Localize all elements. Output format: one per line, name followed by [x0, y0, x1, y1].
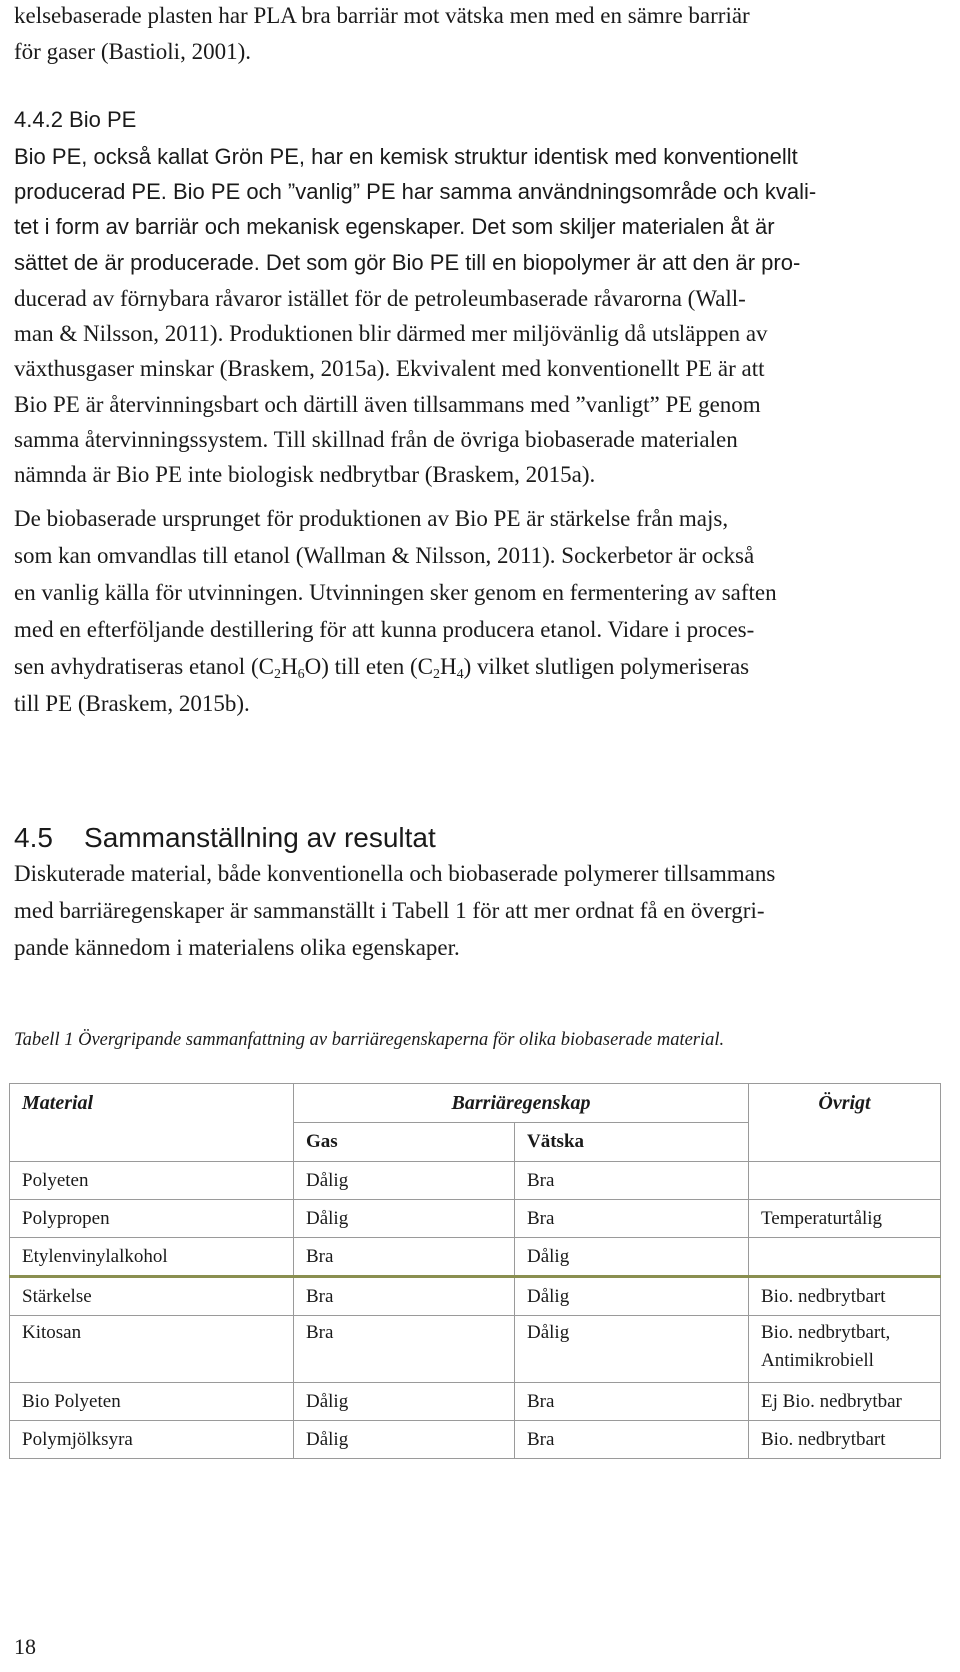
cell-liquid: Bra	[515, 1383, 749, 1421]
cell-liquid: Dålig	[515, 1316, 749, 1383]
table-row	[10, 1277, 941, 1316]
cell-gas: Bra	[294, 1316, 515, 1383]
cell-gas: Dålig	[294, 1383, 515, 1421]
table-caption: Tabell 1 Övergripande sammanfattning av barriäregenskaperna för olika biobaserade material.	[14, 1030, 725, 1050]
cell-material: Stärkelse	[10, 1277, 294, 1316]
header-other: Övrigt	[749, 1084, 941, 1162]
cell-material: Polyeten	[10, 1162, 294, 1200]
body-line: till PE (Braskem, 2015b).	[14, 691, 250, 716]
subsection-heading: 4.4.2 Bio PE	[14, 107, 137, 132]
cell-other	[749, 1316, 941, 1383]
body-line: Bio PE, också kallat Grön PE, har en kemisk struktur identisk med konventionellt	[14, 144, 798, 169]
body-line: De biobaserade ursprunget för produktionen av Bio PE är stärkelse från majs,	[14, 506, 729, 531]
cell-other	[749, 1162, 941, 1200]
header-barrier: Barriäregenskap	[294, 1084, 749, 1123]
table-header-row	[10, 1084, 941, 1123]
table-row	[10, 1421, 941, 1459]
cell-other: Bio. nedbrytbart	[749, 1277, 941, 1316]
body-line: sättet de är producerade. Det som gör Bio PE till en biopolymer är att den är pro-	[14, 250, 801, 275]
subheader-gas: Gas	[294, 1123, 515, 1162]
formula-line: sen avhydratiseras etanol $(C_2H_6O)$ till eten $(C_2H_4)$ vilket slutligen polymeriseras	[14, 654, 750, 682]
subheader-liquid: Vätska	[515, 1123, 749, 1162]
cell-gas: Bra	[294, 1277, 515, 1316]
table-row	[10, 1200, 941, 1238]
table-row	[10, 1316, 941, 1383]
cell-gas: Bra	[294, 1238, 515, 1277]
body-line: en vanlig källa för utvinningen. Utvinningen sker genom en fermentering av saften	[14, 580, 777, 605]
cell-gas: Dålig	[294, 1421, 515, 1459]
body-line: tet i form av barriär och mekanisk egenskaper. Det som skiljer materialen åt är	[14, 214, 775, 239]
body-line: producerad PE. Bio PE och ”vanlig” PE har samma användningsområde och kvali-	[14, 179, 817, 204]
section-heading: 4.5 Sammanställning av resultat	[14, 822, 436, 853]
cell-gas: Dålig	[294, 1162, 515, 1200]
cell-other: Temperaturtålig	[749, 1200, 941, 1238]
cell-material: Etylenvinylalkohol	[10, 1238, 294, 1277]
table-row	[10, 1162, 941, 1200]
table-row	[10, 1238, 941, 1277]
cell-other-line: Bio. nedbrytbart,	[761, 1322, 891, 1343]
cell-liquid: Dålig	[515, 1277, 749, 1316]
body-line: samma återvinningssystem. Till skillnad från de övriga biobaserade materialen	[14, 427, 738, 452]
cell-liquid: Bra	[515, 1162, 749, 1200]
body-line: nämnda är Bio PE inte biologisk nedbrytbar (Braskem, 2015a).	[14, 462, 596, 487]
cell-material: Polymjölksyra	[10, 1421, 294, 1459]
cell-other: Ej Bio. nedbrytbar	[749, 1383, 941, 1421]
body-line: man & Nilsson, 2011). Produktionen blir därmed mer miljövänlig då utsläppen av	[14, 321, 768, 346]
cell-other	[749, 1238, 941, 1277]
properties-table	[9, 1083, 941, 1459]
cell-material: Polypropen	[10, 1200, 294, 1238]
body-line: Diskuterade material, både konventionella och biobaserade polymerer tillsammans	[14, 861, 776, 886]
body-line: med barriäregenskaper är sammanställt i Tabell 1 för att mer ordnat få en övergri-	[14, 898, 765, 923]
body-line: med en efterföljande destillering för att kunna producera etanol. Vidare i proces-	[14, 617, 755, 642]
body-line: för gaser (Bastioli, 2001).	[14, 39, 251, 64]
cell-other-line: Antimikrobiell	[761, 1350, 874, 1371]
cell-gas: Dålig	[294, 1200, 515, 1238]
body-line: Bio PE är återvinningsbart och därtill även tillsammans med ”vanligt” PE genom	[14, 392, 761, 417]
cell-material: Kitosan	[10, 1316, 294, 1383]
cell-liquid: Bra	[515, 1421, 749, 1459]
table-row	[10, 1383, 941, 1421]
header-material: Material	[10, 1084, 294, 1162]
cell-material: Bio Polyeten	[10, 1383, 294, 1421]
cell-liquid: Dålig	[515, 1238, 749, 1277]
body-line: ducerad av förnybara råvaror istället för de petroleumbaserade råvarorna (Wall-	[14, 286, 746, 311]
cell-other: Bio. nedbrytbart	[749, 1421, 941, 1459]
body-line: som kan omvandlas till etanol (Wallman & Nilsson, 2011). Sockerbetor är också	[14, 543, 755, 568]
cell-liquid: Bra	[515, 1200, 749, 1238]
body-line: pande kännedom i materialens olika egenskaper.	[14, 935, 460, 960]
page-number: 18	[14, 1634, 36, 1659]
body-line: växthusgaser minskar (Braskem, 2015a). Ekvivalent med konventionellt PE är att	[14, 356, 765, 381]
body-line: kelsebaserade plasten har PLA bra barriär mot vätska men med en sämre barriär	[14, 3, 750, 28]
